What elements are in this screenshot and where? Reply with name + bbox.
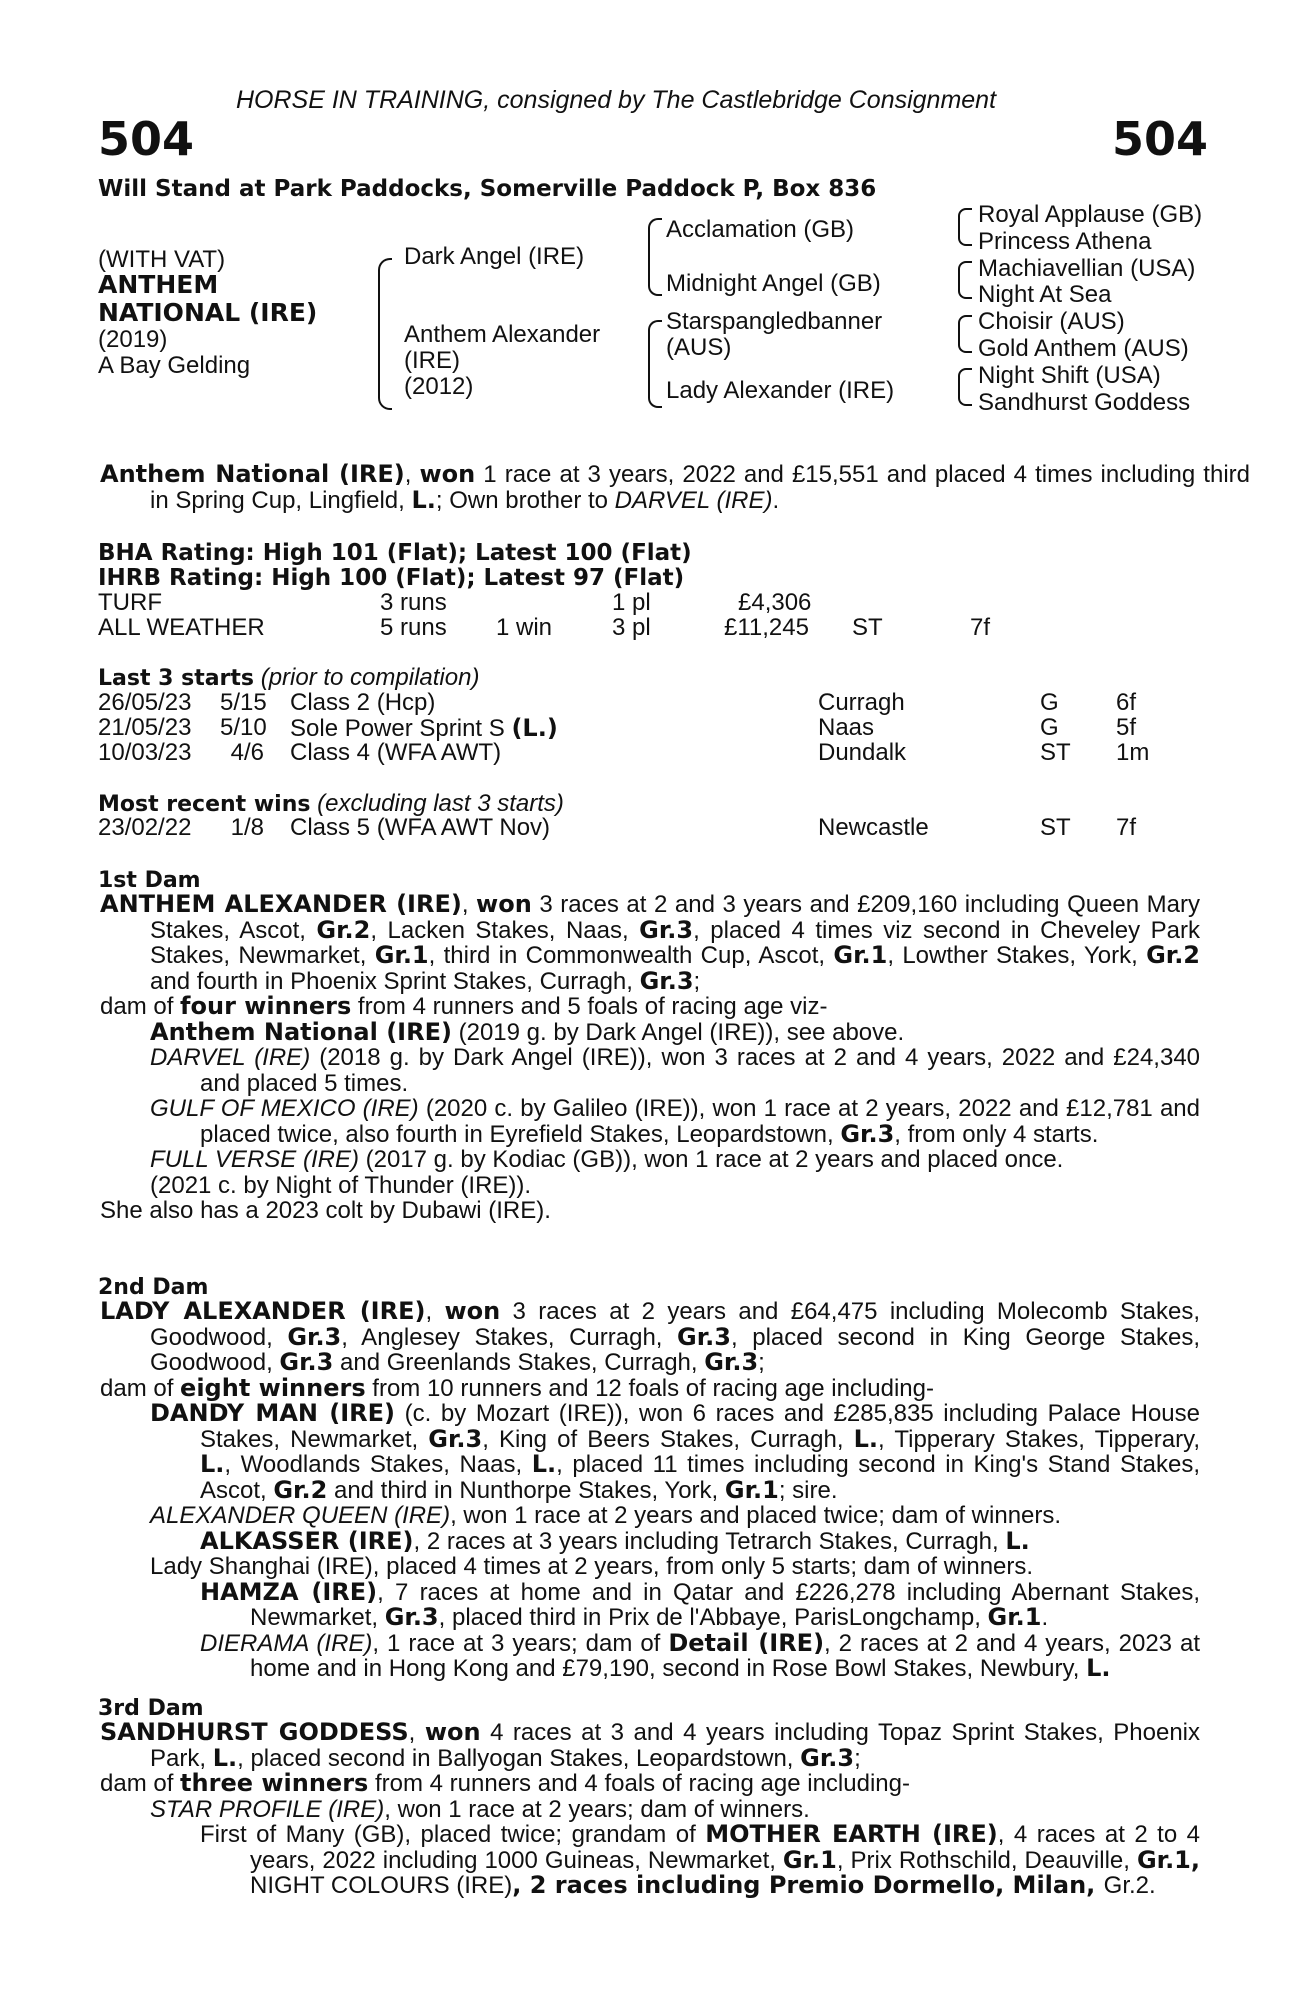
ihrb-rating: IHRB Rating: High 100 (Flat); Latest 97 (Flat) [98,565,685,591]
summary-end: . [772,486,780,514]
last3-note: (prior to compilation) [260,664,480,691]
recent-going: ST [1040,814,1071,841]
text-segment: L. [212,1743,238,1772]
pedigree-dam-sire-l1: Starspangledbanner [666,308,883,335]
stable-location: Will Stand at Park Paddocks, Somerville Paddock P, Box 836 [98,176,877,202]
summary-text2: ; Own brother to [435,486,615,514]
text-segment: four winners [180,992,352,1020]
pedigree-sire-dam: Midnight Angel (GB) [666,270,881,297]
text-segment: ; [758,1349,765,1376]
last3-race-text: Sole Power Sprint S [290,715,512,742]
pedigree-dam-sire-l2: (AUS) [666,334,732,361]
dam2-record [100,1299,1200,1376]
dam2-offspring-1 [100,1401,1200,1503]
text-segment: , placed third in Prix de l'Abbaye, ParisLongchamp, [438,1604,988,1631]
text-segment: Gr.2 [1146,941,1201,969]
text-segment: , [425,1298,445,1325]
text-segment: , Lacken Stakes, Naas, [370,916,640,944]
last3-going: G [1040,714,1059,741]
last3-race: Class 2 (Hcp) [290,689,436,716]
text-segment: L. [1086,1654,1111,1682]
brace-sire-dam [378,258,392,410]
text-segment: dam of [100,1374,181,1402]
text-segment: L. [1005,1526,1030,1555]
vat-note: (WITH VAT) [98,246,226,273]
text-segment: ; [693,967,701,995]
turf-earnings: £4,306 [738,589,812,616]
text-segment: HAMZA (IRE) [200,1577,378,1606]
horse-name-line1: ANTHEM [98,270,219,299]
brace-g2 [958,261,972,299]
bha-rating: BHA Rating: High 101 (Flat); Latest 100 (Flat) [98,540,692,566]
text-segment: , 1 race at 3 years; dam of [372,1629,669,1657]
text-segment: ALEXANDER QUEEN (IRE) [150,1502,451,1529]
recent-race: Class 5 (WFA AWT Nov) [290,814,551,841]
turf-label: TURF [98,589,162,616]
last3-heading [98,664,479,692]
text-segment: Gr.1 [1136,1845,1191,1874]
pedigree-dam-l1: Anthem Alexander [404,321,601,348]
text-segment: Gr.2 [273,1475,328,1504]
last3-dist: 1m [1116,739,1150,766]
text-segment: , from only 4 starts. [894,1120,1099,1148]
summary-won: won [419,460,476,488]
text-segment: Gr.1 [987,1603,1042,1631]
text-segment: LADY ALEXANDER (IRE) [100,1297,426,1325]
horse-name [98,271,317,327]
dam1-section [100,892,1200,1224]
text-segment: (2020 c. by Galileo (IRE)), won 1 race at 2 years, 2022 and £12,781 and placed twice, also fourth in Eyrefield Stakes, Leopardstown, [200,1095,1200,1148]
pedigree-sdd: Night At Sea [978,281,1112,309]
brace-dam-parents [648,320,662,408]
text-segment: , placed second in King George Stakes, Goodwood, [150,1323,1200,1376]
text-segment: (2018 g. by Dark Angel (IRE)), won 3 races at 2 and 4 years, 2022 and £24,340 and placed 5 times. [200,1044,1201,1097]
text-segment: and third in Nunthorpe Stakes, York, [327,1476,725,1504]
text-segment: , placed 4 times viz second in Cheveley Park Stakes, Newmarket, [150,916,1201,969]
pedigree-sire-sire: Acclamation (GB) [666,216,855,243]
recent-date: 23/02/22 [98,814,192,841]
text-segment: , Prix Rothschild, Deauville, [836,1846,1137,1874]
pedigree-dam [404,322,600,400]
text-segment: won [444,1297,501,1325]
summary-name: Anthem National (IRE) [100,460,405,488]
text-segment: and Greenlands Stakes, Curragh, [333,1349,705,1376]
recent-dist: 7f [1116,814,1137,841]
text-segment: from 4 runners and 4 foals of racing age including- [368,1770,910,1797]
text-segment: (c. by Mozart (IRE)), won 6 races and £285,835 including Palace House Stakes, Newmarket, [200,1400,1200,1453]
text-segment: Gr.2 [316,915,371,944]
dam1-offspring-4 [100,1147,1200,1173]
text-segment: ; [854,1744,861,1772]
last3-race-grade: (L.) [511,714,558,742]
text-segment: L. [853,1424,879,1453]
text-segment: , 2 races at 3 years including Tetrarch Stakes, Curragh, [413,1527,1006,1555]
sale-subtitle: HORSE IN TRAINING, consigned by The Castlebridge Consignment [236,86,997,114]
text-segment: from 4 runners and 5 foals of racing age viz- [351,993,828,1020]
last3-row [0,715,1314,741]
last3-course: Naas [818,714,875,741]
text-segment: L. [200,1450,225,1478]
last3-going: ST [1040,739,1071,766]
horse-description: A Bay Gelding [98,352,251,379]
pedigree-dds: Night Shift (USA) [978,361,1161,389]
dam2-grandoffspring-3 [100,1628,1201,1682]
dam1-offspring-2 [100,1045,1200,1096]
brace-g4 [958,368,972,406]
summary-brother: DARVEL (IRE) [614,486,773,514]
text-segment: . [1041,1604,1049,1631]
text-segment: MOTHER EARTH (IRE) [705,1820,998,1848]
text-segment: Gr.1 [374,941,429,969]
text-segment: Gr.3 [677,1322,731,1351]
text-segment: ALKASSER (IRE) [200,1526,414,1555]
text-segment: and fourth in Phoenix Sprint Stakes, Curragh, [150,967,640,995]
text-segment: STAR PROFILE (IRE) [150,1795,385,1823]
text-segment: won [476,890,532,918]
dam1-heading: 1st Dam [98,868,201,893]
last3-course: Dundalk [818,739,907,766]
text-segment: , placed second in Ballyogan Stakes, Leopardstown, [237,1744,801,1772]
dam1-offspring-1 [100,1017,1200,1046]
text-segment: , Lowther Stakes, York, [887,942,1147,969]
text-segment: GULF OF MEXICO (IRE) [150,1095,419,1122]
text-segment: , 7 races at home and in Qatar and £226,278 including Abernant Stakes, Newmarket, [250,1578,1201,1631]
text-segment: Anthem National (IRE) [150,1017,452,1046]
text-segment: , Anglesey Stakes, Curragh, [341,1323,678,1351]
recent-row [0,815,1314,841]
pedigree-sss: Royal Applause (GB) [978,201,1203,228]
text-segment: , Woodlands Stakes, Naas, [224,1451,532,1478]
lot-number-left: 504 [98,112,195,166]
summary-listed: L. [411,485,436,514]
text-segment: eight winners [180,1373,366,1402]
last3-going: G [1040,689,1059,716]
dam2-grandoffspring-2 [100,1577,1201,1631]
dam1-record [100,892,1200,994]
recent-note: (excluding last 3 starts) [317,790,564,817]
pedigree-dsd: Gold Anthem (AUS) [978,334,1189,362]
dam3-damof [100,1771,1200,1797]
last3-race [290,715,558,742]
text-segment: FULL VERSE (IRE) [150,1146,359,1173]
pedigree-dam-l3: (2012) [404,373,474,400]
text-segment: DIERAMA (IRE) [200,1629,373,1657]
text-segment: Gr.3 [639,915,694,944]
last3-pos: 4/6 [230,739,264,766]
text-segment: Gr.3 [840,1119,895,1148]
dam2-section [100,1299,1200,1682]
text-segment: , won 1 race at 2 years; dam of winners. [384,1795,810,1823]
pedigree-dam-l2: (IRE) [404,347,460,374]
last3-date: 21/05/23 [98,714,192,741]
text-segment: Gr.1 [833,941,888,969]
text-segment: , Tipperary Stakes, Tipperary, [878,1425,1200,1453]
turf-runs: 3 runs [380,589,447,616]
dam1-also: She also has a 2023 colt by Dubawi (IRE). [100,1197,551,1224]
text-segment: , [1190,1845,1201,1874]
text-segment: Gr.3 [384,1603,439,1631]
dam2-grandoffspring-1 [100,1526,1200,1555]
text-segment: , 2 races at 2 and 4 years, 2023 at home and in Hong Kong and £79,190, second in Rose Bowl Stakes, Newbury, [250,1629,1201,1682]
last3-race: Class 4 (WFA AWT) [290,739,502,766]
pedigree-dam-dam: Lady Alexander (IRE) [666,377,895,404]
aw-wins: 1 win [496,614,553,641]
text-segment: DARVEL (IRE) [150,1044,311,1071]
turf-record [0,590,1314,616]
text-segment: ANTHEM ALEXANDER (IRE) [100,890,462,918]
text-segment: NIGHT COLOURS (IRE) [250,1872,513,1899]
text-segment: Gr.3 [704,1348,759,1376]
horse-name-line2: NATIONAL (IRE) [98,298,318,327]
pedigree-great-grandparents [978,202,1202,416]
horse-summary: Anthem National (IRE), won 1 race at 3 years, 2022 and £15,551 and placed 4 times including third in Spring Cup, Lingfield, L.; Own brother to DARVEL (IRE). [100,460,1250,514]
foaling-year: (2019) [98,326,168,353]
dam1-offspring-3 [100,1096,1200,1147]
last3-pos: 5/10 [220,714,267,741]
recent-course: Newcastle [818,814,929,841]
dam3-section [100,1720,1200,1899]
text-segment: Gr.1 [782,1845,837,1874]
text-segment: , third in Commonwealth Cup, Ascot, [428,942,834,969]
last3-dist: 6f [1116,689,1137,716]
text-segment: , 2 races including Premio Dormello, Milan, [512,1871,1104,1899]
text-segment: Detail (IRE) [668,1628,825,1657]
text-segment: Gr.3 [639,966,694,995]
last3-pos: 5/15 [220,689,267,716]
text-segment: First of Many (GB), placed twice; grandam of [200,1821,706,1848]
aw-placed: 3 pl [612,614,651,641]
aw-runs: 5 runs [380,614,447,641]
brace-g3 [958,315,972,353]
text-segment: L. [531,1450,557,1478]
text-segment: 3 races at 2 years and £64,475 including Molecomb Stakes, Goodwood, [150,1298,1200,1351]
text-segment: ; sire. [778,1476,838,1504]
text-segment: DANDY MAN (IRE) [150,1399,396,1427]
text-segment: Gr.3 [279,1348,334,1376]
last3-title: Last 3 starts [98,666,255,691]
text-segment: 3 races at 2 and 3 years and £209,160 including Queen Mary Stakes, Ascot, [150,891,1200,944]
text-segment: , [408,1719,425,1746]
dam2-heading: 2nd Dam [98,1275,209,1300]
text-segment: , won 1 race at 2 years and placed twice; dam of winners. [450,1502,1062,1529]
text-segment: Gr.3 [287,1322,342,1351]
text-segment: Gr.1 [724,1475,779,1504]
text-segment: , [461,891,477,918]
dam1-offspring-5: (2021 c. by Night of Thunder (IRE)). [150,1171,532,1199]
dam3-record [100,1720,1200,1771]
aw-going: ST [852,614,883,641]
aw-label: ALL WEATHER [98,614,265,641]
dam3-grandoffspring-1 [100,1822,1200,1899]
pedigree-ssd: Princess Athena [978,227,1152,255]
brace-g1 [958,208,972,246]
text-segment: Gr.3 [800,1743,855,1772]
dam2-offspring-2 [100,1503,1200,1529]
pedigree-dss: Choisir (AUS) [978,308,1125,336]
pedigree-ddd: Sandhurst Goddess [978,388,1191,416]
aw-record [0,615,1314,641]
text-segment: dam of [100,1770,181,1797]
recent-title: Most recent wins [98,792,311,817]
dam2-damof [100,1373,1200,1402]
text-segment: dam of [100,993,181,1020]
summary-text1: 1 race at 3 years, 2022 and £15,551 and placed 4 times including third in Spring Cup, Lingfield, [150,461,1250,514]
pedigree-dam-sire [666,309,882,361]
text-segment: from 10 runners and 12 foals of racing age including- [365,1374,934,1402]
text-segment: Gr.2 [1103,1872,1150,1899]
text-segment: (2019 g. by Dark Angel (IRE)), see above. [451,1018,905,1046]
last3-course: Curragh [818,689,905,716]
pedigree-sds: Machiavellian (USA) [978,254,1196,282]
last3-row [0,690,1314,716]
last3-dist: 5f [1116,714,1137,741]
text-segment: Gr.3 [428,1424,483,1453]
aw-distance: 7f [970,614,991,641]
dam3-offspring-1 [100,1797,1200,1823]
text-segment: (2017 g. by Kodiac (GB)), won 1 race at 2 years and placed once. [358,1146,1064,1173]
recent-pos: 1/8 [230,814,264,841]
aw-earnings: £11,245 [724,614,809,641]
dam2-offspring-3: Lady Shanghai (IRE), placed 4 times at 2 years, from only 5 starts; dam of winners. [150,1553,1034,1580]
lot-number-right: 504 [1112,112,1209,166]
dam3-heading: 3rd Dam [98,1696,204,1721]
last3-date: 26/05/23 [98,689,192,716]
text-segment: three winners [180,1769,369,1797]
text-segment: SANDHURST GODDESS [100,1718,409,1746]
pedigree-sire: Dark Angel (IRE) [404,243,585,270]
turf-placed: 1 pl [612,589,651,616]
dam1-damof [100,994,1200,1020]
text-segment: . [1149,1872,1156,1899]
brace-sire-parents [648,218,662,296]
last3-date: 10/03/23 [98,739,192,766]
text-segment: 4 races at 3 and 4 years including Topaz Sprint Stakes, Phoenix Park, [150,1719,1201,1772]
text-segment: , King of Beers Stakes, Curragh, [482,1425,854,1453]
text-segment: , 4 races at 2 to 4 years, 2022 including 1000 Guineas, Newmarket, [250,1821,1200,1874]
last3-row [0,740,1314,766]
text-segment: won [424,1718,481,1746]
text-segment: , placed 11 times including second in King's Stand Stakes, Ascot, [200,1451,1200,1504]
